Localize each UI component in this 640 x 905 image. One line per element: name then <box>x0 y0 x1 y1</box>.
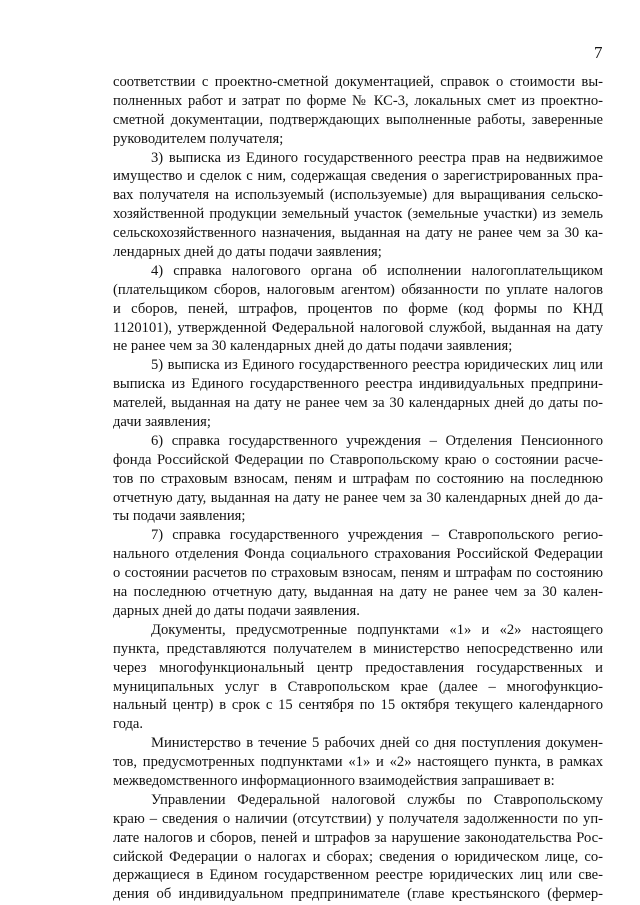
text-line: руководителем получателя; <box>113 130 284 147</box>
text-line: имущество и сделок с ним, содержащая сведения о зарегистрированных пра- <box>113 168 603 185</box>
text-line: сийской Федерации о налогах и сборах; сведения о юридическом лице, со- <box>113 848 603 865</box>
text-line: пункта, представляются получателем в министерство непосредственно или <box>113 640 603 657</box>
text-line: не ранее чем за 30 календарных дней до даты подачи заявления; <box>113 338 513 355</box>
text-line: полненных работ и затрат по форме № КС-3, локальных смет из проектно- <box>113 92 603 109</box>
text-line: тов, предусмотренных подпунктами «1» и «2» настоящего пункта, в рамках <box>113 754 603 771</box>
text-line: Министерство в течение 5 рабочих дней со дня поступления докумен- <box>151 735 603 752</box>
text-line: лате налогов и сборов, пеней и штрафов за нарушение законодательства Рос- <box>113 829 603 846</box>
text-line: (плательщиком сборов, налоговым агентом) обязанности по уплате налогов <box>113 281 603 298</box>
text-line: ты подачи заявления; <box>113 508 246 525</box>
text-line: сметной документации, подтверждающих выполненные работы, заверенные <box>113 111 603 128</box>
text-line: о состоянии расчетов по страховым взносам, пеням и штрафам по состоянию <box>113 565 603 582</box>
text-line: держащиеся в Едином государственном реестре юридических лиц или све- <box>113 867 603 884</box>
text-line: 6) справка государственного учреждения – Отделения Пенсионного <box>151 432 603 449</box>
text-line: на последнюю отчетную дату, выданная на дату не ранее чем за 30 кален- <box>113 584 603 601</box>
text-line: мателей, выданная на дату не ранее чем за 30 календарных дней до даты по- <box>113 395 603 412</box>
text-line: выписка из Единого государственного реестра индивидуальных предприни- <box>113 376 603 393</box>
text-line: дачи заявления; <box>113 414 211 431</box>
text-line: фонда Российской Федерации по Ставропольскому краю о состоянии расче- <box>113 451 603 468</box>
text-line: 5) выписка из Единого государственного реестра юридических лиц или <box>151 357 603 374</box>
text-line: краю – сведения о наличии (отсутствии) у получателя задолженности по уп- <box>113 810 603 827</box>
text-line: 1120101), утвержденной Федеральной налоговой службой, выданная на дату <box>113 319 603 336</box>
text-line: муниципальных услуг в Ставропольском крае (далее – многофункцио- <box>113 678 603 695</box>
text-line: дения об индивидуальном предпринимателе (главе крестьянского (фермер- <box>113 886 603 903</box>
page-number: 7 <box>594 43 603 62</box>
text-line: отчетную дату, выданная на дату не ранее чем за 30 календарных дней до да- <box>113 489 603 506</box>
text-line: лендарных дней до даты подачи заявления; <box>113 244 382 261</box>
text-line: 4) справка налогового органа об исполнении налогоплательщиком <box>151 262 603 279</box>
text-line: нальный центр) в срок с 15 сентября по 15 октября текущего календарного <box>113 697 603 714</box>
text-line: тов по страховым взносам, пеням и штрафам по состоянию на последнюю <box>113 470 603 487</box>
text-line: Документы, предусмотренные подпунктами «1» и «2» настоящего <box>151 621 603 638</box>
document-body <box>113 73 603 904</box>
text-line: через многофункциональный центр предоставления государственных и <box>113 659 603 676</box>
text-line: и сборов, пеней, штрафов, процентов по форме (код формы по КНД <box>113 300 603 317</box>
text-line: Управлении Федеральной налоговой службы по Ставропольскому <box>151 791 603 808</box>
text-line: 3) выписка из Единого государственного реестра прав на недвижимое <box>151 149 603 166</box>
text-line: дарных дней до даты подачи заявления. <box>113 602 360 619</box>
text-line: хозяйственной продукции земельный участок (земельные участки) из земель <box>113 206 603 223</box>
text-line: нального отделения Фонда социального страхования Российской Федерации <box>113 546 603 563</box>
text-line: года. <box>113 716 144 733</box>
text-line: вах получателя на используемый (используемые) для выращивания сельско- <box>113 187 603 204</box>
text-line: 7) справка государственного учреждения – Ставропольского регио- <box>151 527 603 544</box>
text-line: межведомственного информационного взаимодействия запрашивает в: <box>113 772 555 789</box>
text-line: соответствии с проектно-сметной документацией, справок о стоимости вы- <box>113 74 603 90</box>
text-line: сельскохозяйственного назначения, выданная на дату не ранее чем за 30 ка- <box>113 225 603 242</box>
